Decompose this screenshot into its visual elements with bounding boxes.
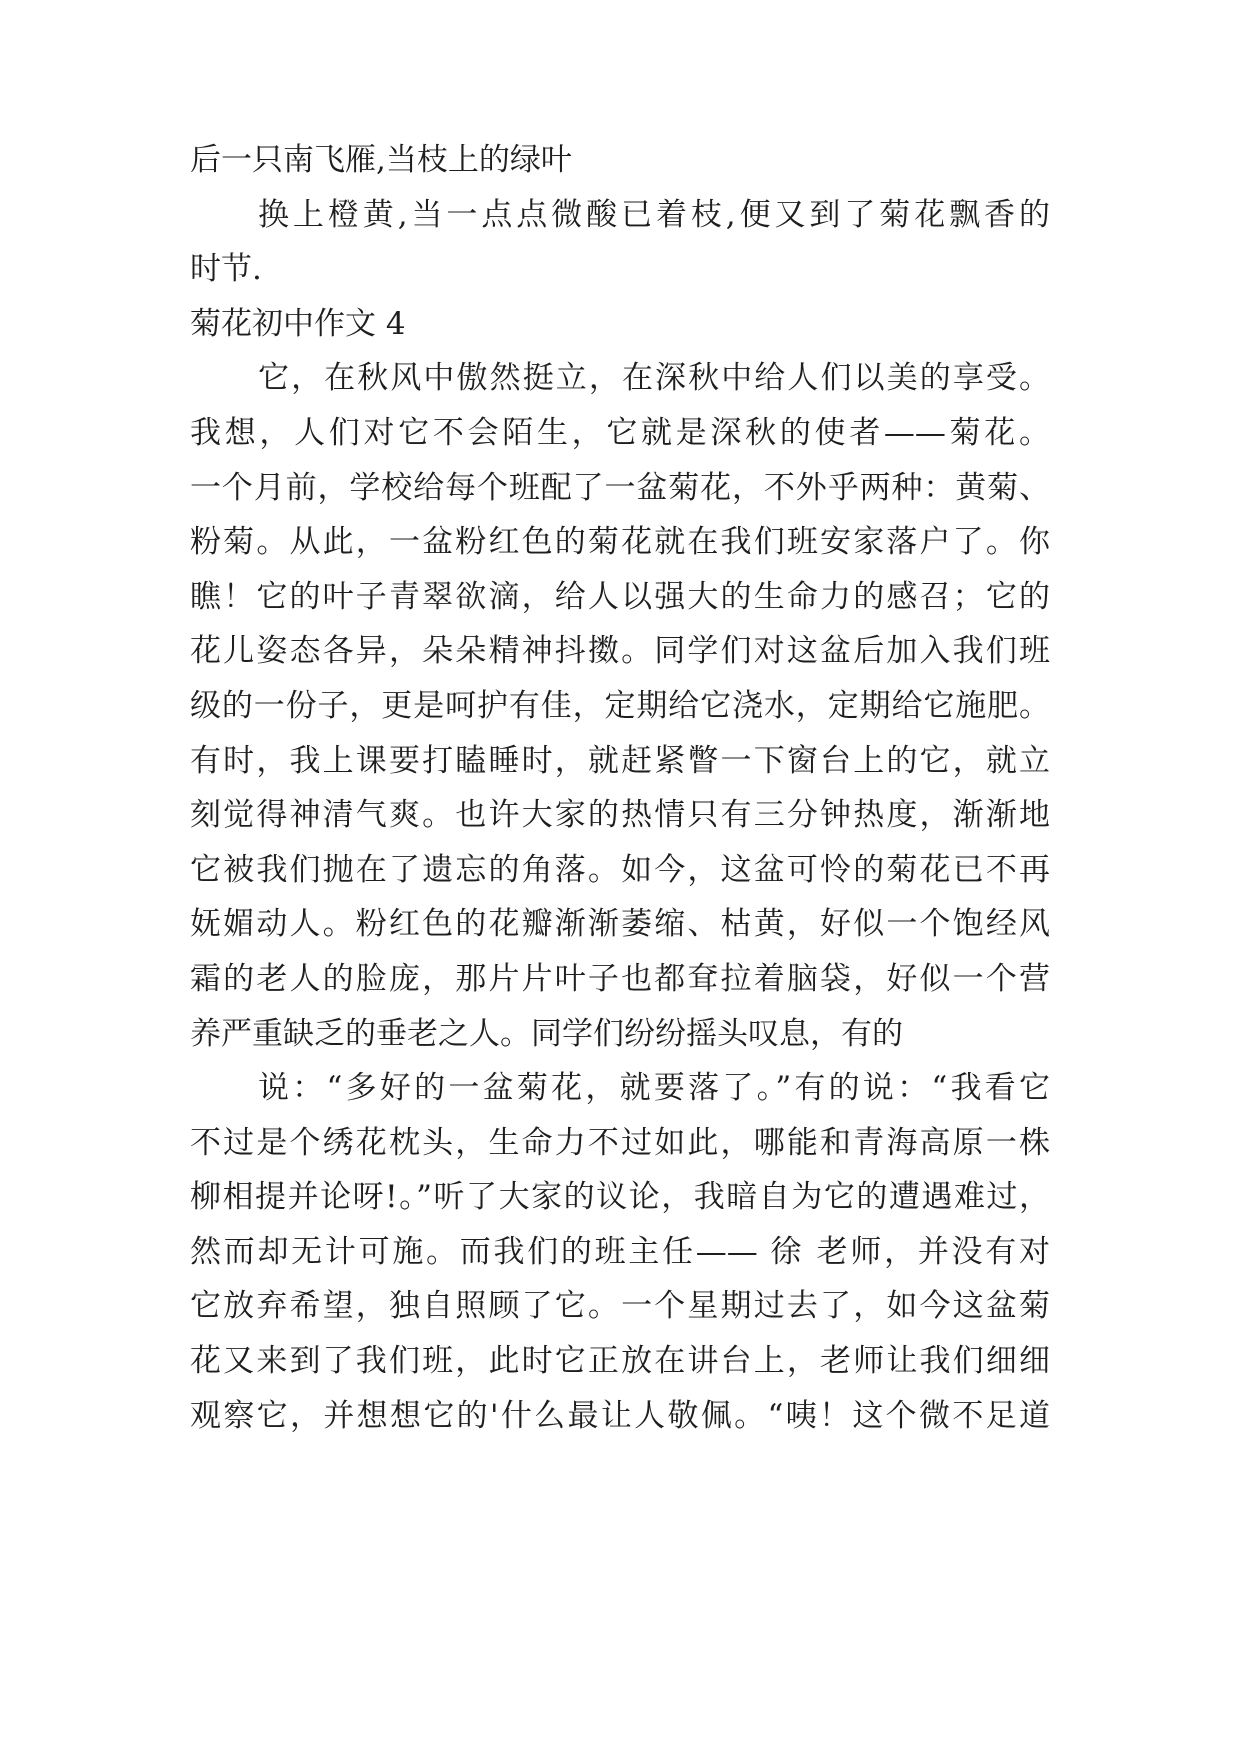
- text-line: 妩媚动人。粉红色的花瓣渐渐萎缩、枯黄，好似一个饱经风: [190, 906, 1050, 943]
- text-line: 后一只南飞雁,当枝上的绿叶: [190, 142, 572, 178]
- text-line: 它放弃希望，独自照顾了它。一个星期过去了，如今这盆菊: [190, 1288, 1050, 1325]
- text-line: 说：“多好的一盆菊花，就要落了。”有的说：“我看它: [258, 1070, 1050, 1107]
- text-line: 观察它，并想想它的'什么最让人敬佩。“咦！这个微不足道: [190, 1397, 1050, 1434]
- text-line: 刻觉得神清气爽。也许大家的热情只有三分钟热度，渐渐地: [190, 797, 1050, 834]
- text-line: 换上橙黄,当一点点微酸已着枝,便又到了菊花飘香的: [258, 196, 1050, 233]
- text-line: 柳相提并论呀!。”听了大家的议论，我暗自为它的遭遇难过，: [190, 1179, 1050, 1216]
- text-line: 有时，我上课要打瞌睡时，就赶紧瞥一下窗台上的它，就立: [190, 742, 1050, 779]
- text-line: 不过是个绣花枕头，生命力不过如此，哪能和青海高原一株: [190, 1124, 1050, 1161]
- text-line: 时节.: [190, 251, 262, 288]
- text-line: 我想，人们对它不会陌生，它就是深秋的使者——菊花。: [190, 414, 1050, 451]
- text-line: 霜的老人的脸庞，那片片叶子也都耷拉着脑袋，好似一个营: [190, 960, 1050, 997]
- text-line: 它，在秋风中傲然挺立，在深秋中给人们以美的享受。: [258, 360, 1050, 397]
- text-line: 养严重缺乏的垂老之人。同学们纷纷摇头叹息，有的: [190, 1015, 903, 1052]
- text-line: 然而却无计可施。而我们的班主任—— 徐 老师，并没有对: [190, 1233, 1050, 1270]
- text-line: 瞧！它的叶子青翠欲滴，给人以强大的生命力的感召；它的: [190, 578, 1050, 615]
- text-line: 花儿姿态各异，朵朵精神抖擞。同学们对这盆后加入我们班: [190, 633, 1050, 670]
- text-line: 级的一份子，更是呵护有佳，定期给它浇水，定期给它施肥。: [190, 687, 1050, 724]
- text-line: 一个月前，学校给每个班配了一盆菊花，不外乎两种：黄菊、: [190, 469, 1050, 506]
- text-line: 花又来到了我们班，此时它正放在讲台上，老师让我们细细: [190, 1343, 1050, 1380]
- section-heading: 菊花初中作文 4: [190, 305, 406, 342]
- text-line: 粉菊。从此，一盆粉红色的菊花就在我们班安家落户了。你: [190, 524, 1050, 561]
- document-body: [190, 133, 1050, 1443]
- text-line: 它被我们抛在了遗忘的角落。如今，这盆可怜的菊花已不再: [190, 851, 1050, 888]
